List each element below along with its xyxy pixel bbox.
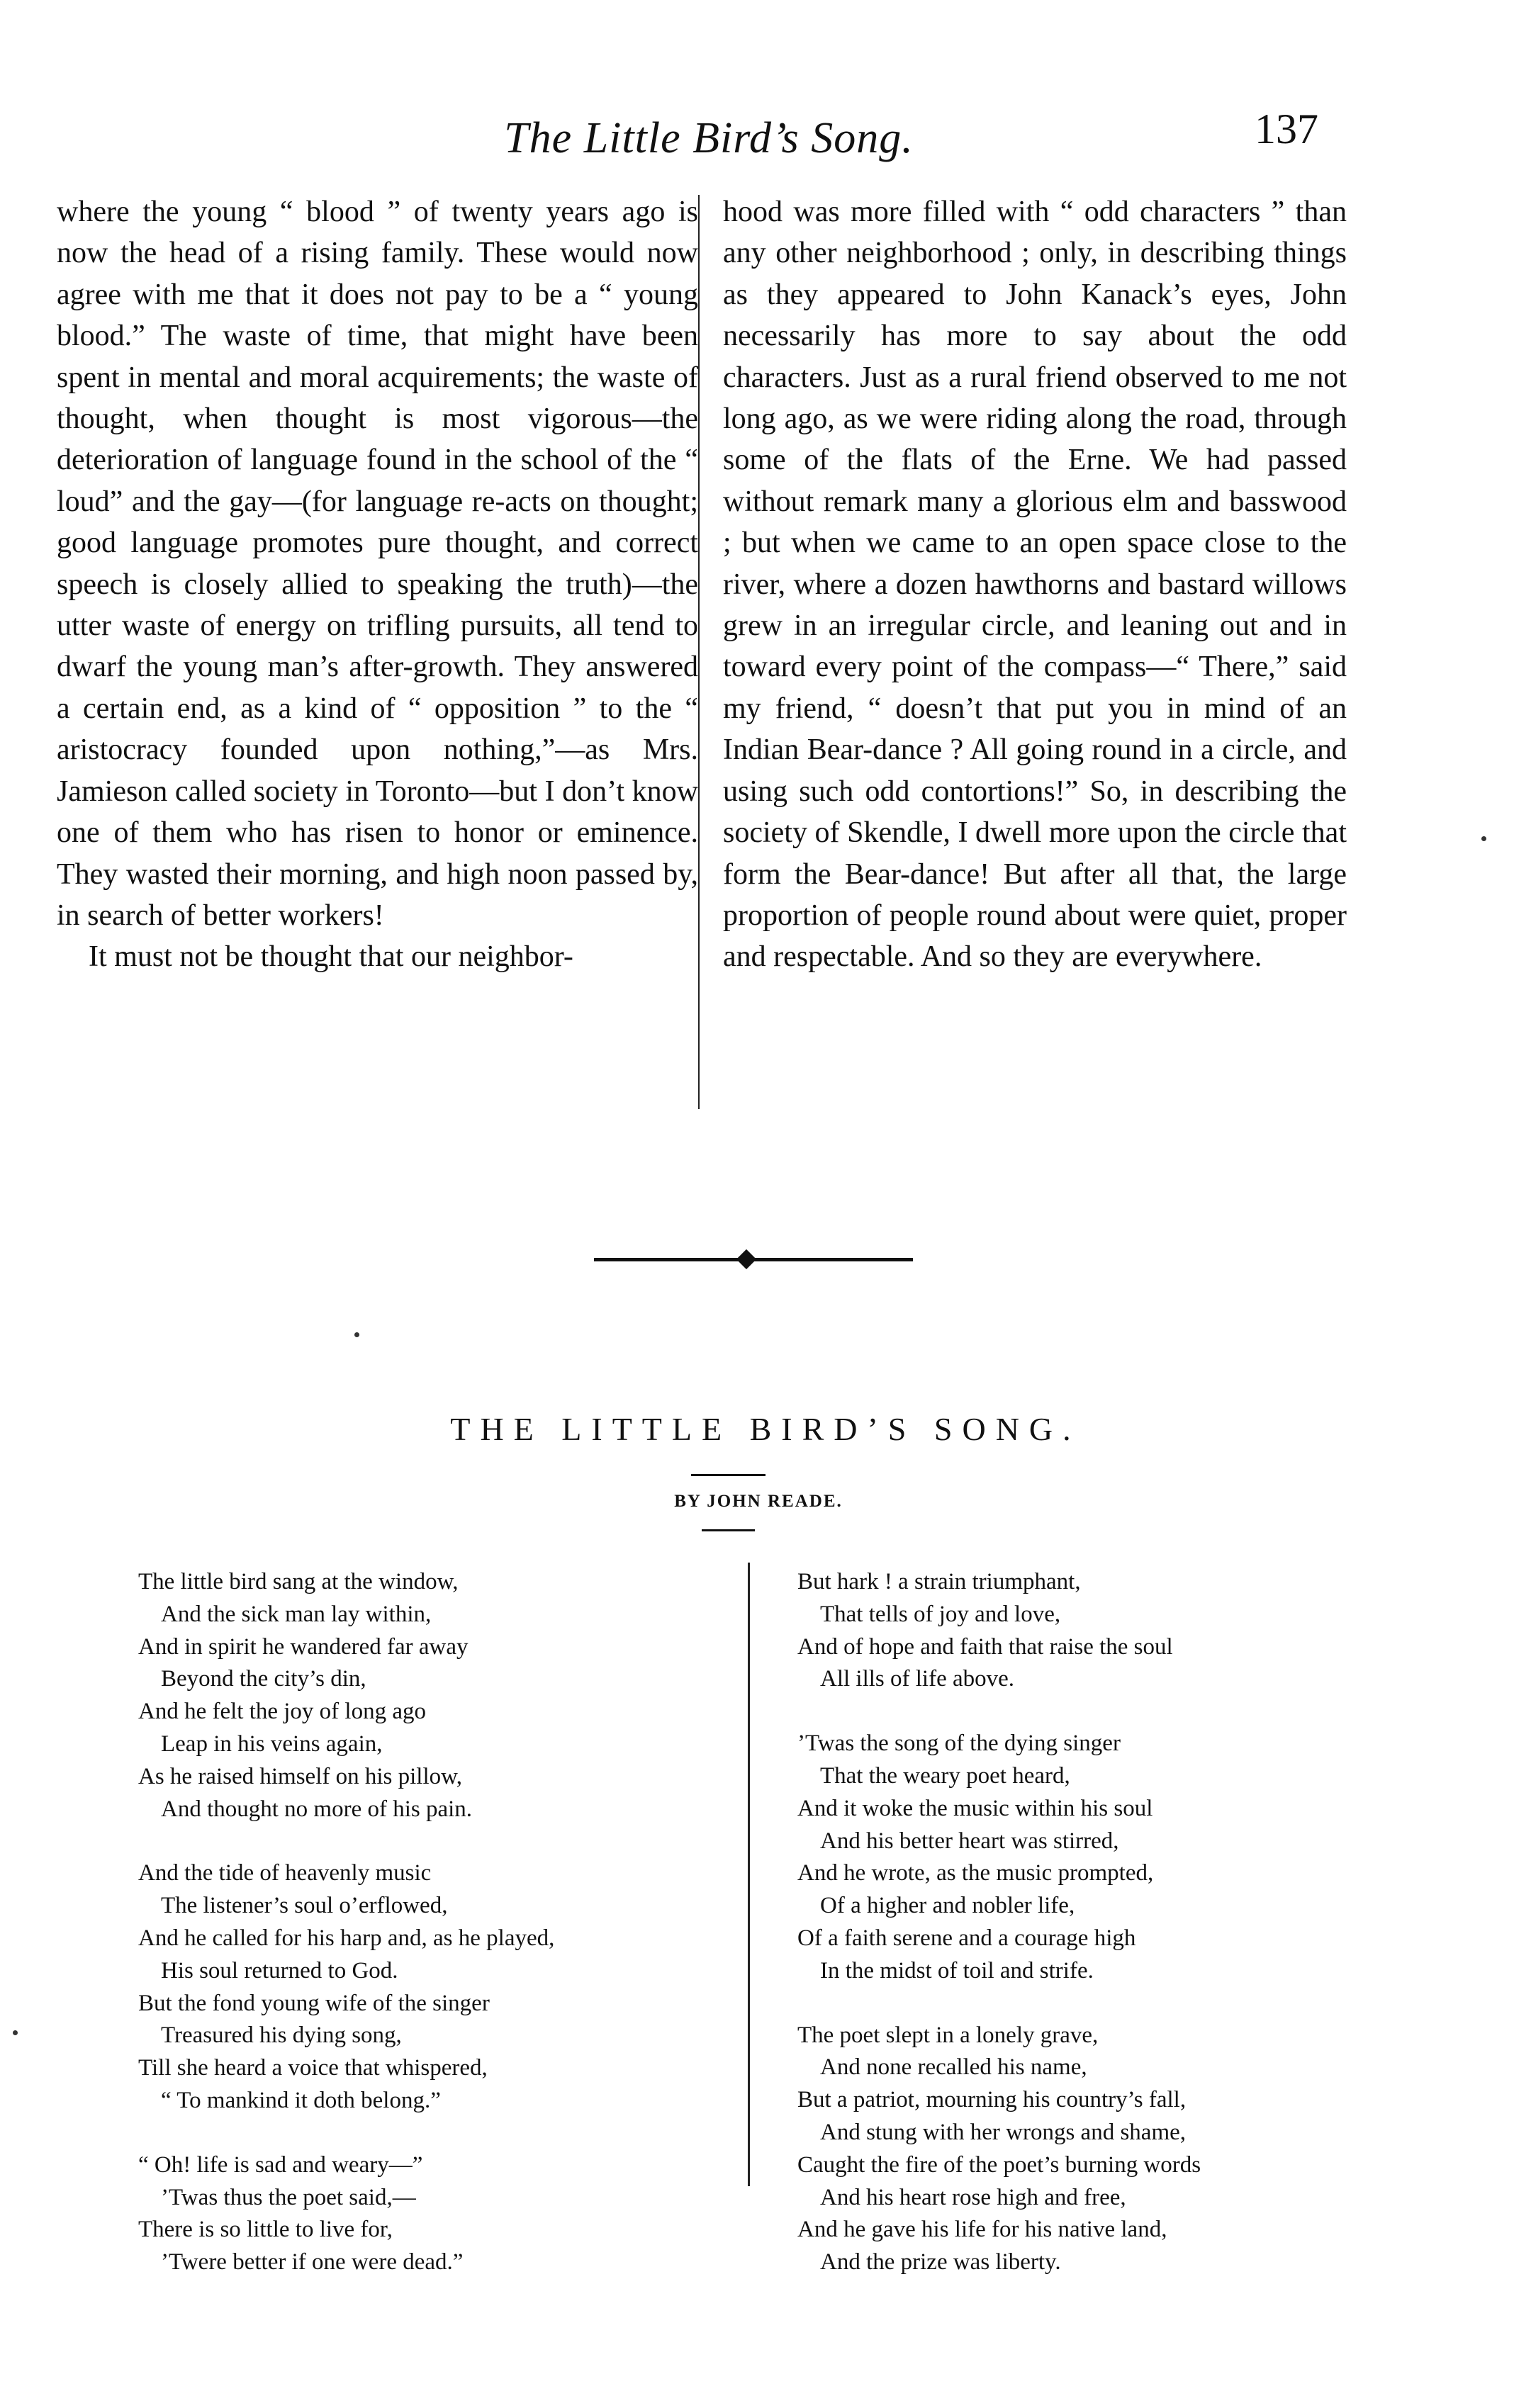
poem-line: Leap in his veins again,	[161, 1731, 383, 1757]
poem-line: “ Oh! life is sad and weary—”	[138, 2151, 423, 2178]
poem-line: And in spirit he wandered far away	[138, 1633, 469, 1660]
poem-line: And he wrote, as the music prompted,	[797, 1860, 1154, 1886]
poem-line: And he called for his harp and, as he played,	[138, 1925, 555, 1951]
divider-ornament	[736, 1249, 756, 1269]
poem-line: Of a faith serene and a courage high	[797, 1925, 1136, 1951]
poem-line: And stung with her wrongs and shame,	[820, 2119, 1187, 2145]
prose-paragraph: where the young “ blood ” of twenty years ago is now the head of a rising family. These would now agree with me that it does not pay to be a “ young blood.” The waste of time, that might have been spent in mental and moral acquirements; the waste of thought, when thought is most vigorous—the deterioration of language found in the school of the “ loud” and the gay—(for language re-acts on thought; good language promotes pure thought, and correct speech is closely allied to speaking the truth)—the utter waste of energy on trifling pursuits, all tend to dwarf the young man’s after-growth. They answered a certain end, as a kind of “ opposition ” to the “ aristocracy founded upon nothing,”—as Mrs. Jamieson called society in Toronto—but I don’t know one of them who has risen to honor or eminence. They wasted their morning, and high noon passed by, in search of better workers!	[57, 196, 698, 932]
print-speck	[13, 2030, 18, 2035]
poem-line: The listener’s soul o’erflowed,	[161, 1893, 448, 1919]
poem-title: THE LITTLE BIRD’S SONG.	[450, 1411, 1081, 1447]
poem-line: Of a higher and nobler life,	[820, 1893, 1075, 1919]
poem-column-rule	[748, 1563, 750, 2186]
print-speck	[1481, 836, 1486, 841]
column-rule	[698, 195, 700, 1109]
page-number: 137	[1255, 106, 1318, 152]
title-rule	[691, 1474, 766, 1476]
poem-line: In the midst of toil and strife.	[820, 1957, 1094, 1984]
prose-paragraph: hood was more filled with “ odd characters ” than any other neighborhood ; only, in describing things as they appeared to John Kanack’s eyes, John necessarily has more to say about the odd characters. Just as a rural friend observed to me not long ago, as we were riding along the road, through some of the flats of the Erne. We had passed without remark many a glorious elm and basswood ; but when we came to an open space close to the river, where a dozen hawthorns and bastard willows grew in an irregular circle, and leaning out and in toward every point of the compass—“ There,” said my friend, “ doesn’t that put you in mind of an Indian Bear-dance ? All going round in a circle, and using such odd contortions!” So, in describing the society of Skendle, I dwell more upon the circle that form the Bear-dance! But after all that, the large proportion of people round about were quiet, proper and respectable. And so they are everywhere.	[723, 196, 1347, 974]
poem-line: All ills of life above.	[820, 1666, 1015, 1692]
poem-line: ’Twas the song of the dying singer	[797, 1731, 1121, 1757]
poem-column-right	[797, 1566, 1364, 2311]
prose-column-left	[57, 191, 698, 978]
poem-line: The poet slept in a lonely grave,	[797, 2022, 1099, 2048]
poem-line: And the prize was liberty.	[820, 2249, 1061, 2275]
poem-stanza	[138, 2149, 734, 2279]
poem-line: And he gave his life for his native land,	[797, 2217, 1167, 2243]
poem-line: That the weary poet heard,	[820, 1762, 1070, 1789]
prose-paragraph: It must not be thought that our neighbor-	[89, 940, 573, 974]
byline-rule	[702, 1529, 755, 1531]
poem-line: Caught the fire of the poet’s burning words	[797, 2151, 1201, 2178]
poem-stanza	[797, 1566, 1364, 1696]
poem-line: And thought no more of his pain.	[161, 1796, 473, 1822]
poem-line: Beyond the city’s din,	[161, 1666, 366, 1692]
poem-line: The little bird sang at the window,	[138, 1569, 459, 1594]
print-speck	[354, 1332, 359, 1337]
prose-column-right	[723, 191, 1347, 978]
poem-line: But the fond young wife of the singer	[138, 1990, 490, 2016]
poem-column-left	[138, 1566, 734, 2311]
poem-line: There is so little to live for,	[138, 2217, 393, 2243]
poem-line: And of hope and faith that raise the soul	[797, 1633, 1173, 1660]
poem-line: His soul returned to God.	[161, 1957, 398, 1984]
poem-stanza	[138, 1566, 734, 1825]
poem-line: And the sick man lay within,	[161, 1601, 432, 1627]
poem-line: ’Twere better if one were dead.”	[161, 2249, 464, 2275]
poem-line: That tells of joy and love,	[820, 1601, 1061, 1627]
poem-line: And his heart rose high and free,	[820, 2184, 1126, 2210]
poem-line: Treasured his dying song,	[161, 2022, 402, 2049]
poem-stanza	[797, 1728, 1364, 1987]
poem-line: And he felt the joy of long ago	[138, 1699, 426, 1725]
poem-byline: BY JOHN READE.	[674, 1492, 843, 1511]
poem-stanza	[138, 1857, 734, 2117]
poem-line: But hark ! a strain triumphant,	[797, 1569, 1081, 1594]
poem-line: Till she heard a voice that whispered,	[138, 2055, 488, 2081]
poem-line: ’Twas thus the poet said,—	[161, 2184, 416, 2210]
poem-line: And his better heart was stirred,	[820, 1828, 1119, 1854]
poem-line: And it woke the music within his soul	[797, 1795, 1153, 1821]
poem-line: “ To mankind it doth belong.”	[161, 2087, 441, 2113]
section-divider	[594, 1258, 913, 1261]
poem-line: And the tide of heavenly music	[138, 1860, 432, 1886]
poem-line: But a patriot, mourning his country’s fall,	[797, 2087, 1187, 2113]
poem-line: As he raised himself on his pillow,	[138, 1763, 463, 1789]
poem-stanza	[797, 2020, 1364, 2279]
running-title: The Little Bird’s Song.	[504, 114, 914, 162]
poem-line: And none recalled his name,	[820, 2054, 1087, 2081]
